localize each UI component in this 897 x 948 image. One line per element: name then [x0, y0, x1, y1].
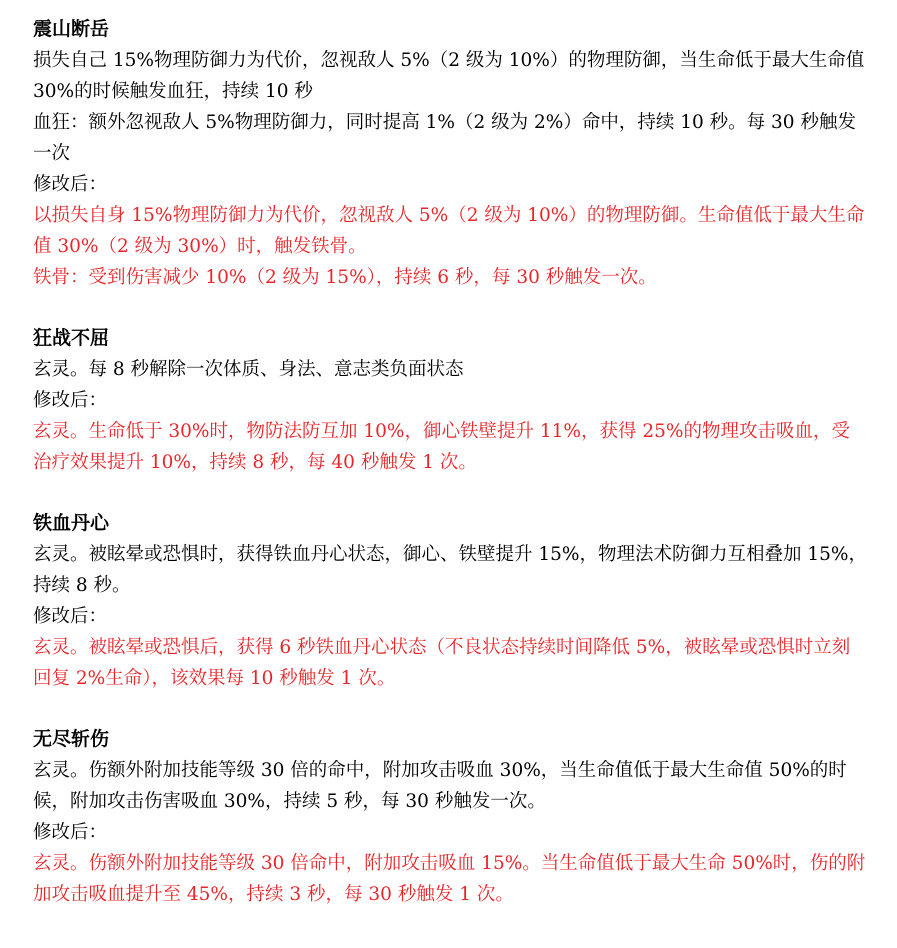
section-zhenshan-duanyue: [33, 14, 867, 293]
modified-label: 修改后：: [33, 174, 108, 195]
original-text: 损失自己 15%物理防御力为代价，忽视敌人 5%（2 级为 10%）的物理防御，当生命低于最大生命值 30%的时候触发血狂，持续 10 秒: [33, 50, 865, 102]
section-title: 震山断岳: [33, 18, 110, 40]
modified-label: 修改后：: [33, 390, 108, 411]
modified-label: 修改后：: [33, 822, 108, 843]
section-title: 铁血丹心: [33, 512, 110, 534]
original-text: 玄灵。伤额外附加技能等级 30 倍的命中，附加攻击吸血 30%，当生命值低于最大生命值 50%的时候，附加攻击伤害吸血 30%，持续 5 秒，每 30 秒触发一次。: [33, 760, 847, 812]
section-kuangzhan-buqu: [33, 323, 867, 478]
modified-text: 玄灵。伤额外附加技能等级 30 倍命中，附加攻击吸血 15%。当生命值低于最大生命 50%时，伤的附加攻击吸血提升至 45%，持续 3 秒，每 30 秒触发 1 次。: [33, 853, 866, 905]
section-title: 无尽斩伤: [33, 728, 110, 750]
modified-label: 修改后：: [33, 606, 108, 627]
modified-text: 铁骨：受到伤害减少 10%（2 级为 15%），持续 6 秒，每 30 秒触发一次。: [33, 267, 657, 288]
original-text: 血狂：额外忽视敌人 5%物理防御力，同时提高 1%（2 级为 2%）命中，持续 10 秒。每 30 秒触发一次: [33, 112, 856, 164]
modified-text: 玄灵。被眩晕或恐惧后，获得 6 秒铁血丹心状态（不良状态持续时间降低 5%，被眩晕或恐惧时立刻回复 2%生命），该效果每 10 秒触发 1 次。: [33, 637, 851, 689]
modified-text: 玄灵。生命低于 30%时，物防法防互加 10%，御心铁壁提升 11%，获得 25%的物理攻击吸血，受治疗效果提升 10%，持续 8 秒，每 40 秒触发 1 次。: [33, 421, 851, 473]
modified-text: 以损失自身 15%物理防御力为代价，忽视敌人 5%（2 级为 10%）的物理防御。生命值低于最大生命值 30%（2 级为 30%）时，触发铁骨。: [33, 205, 865, 257]
section-title: 狂战不屈: [33, 327, 110, 349]
section-wujin-zhanshang: [33, 724, 867, 910]
section-tiexue-danxin: [33, 508, 867, 694]
original-text: 玄灵。每 8 秒解除一次体质、身法、意志类负面状态: [33, 359, 464, 380]
original-text: 玄灵。被眩晕或恐惧时，获得铁血丹心状态，御心、铁壁提升 15%，物理法术防御力互相叠加 15%，持续 8 秒。: [33, 544, 868, 596]
